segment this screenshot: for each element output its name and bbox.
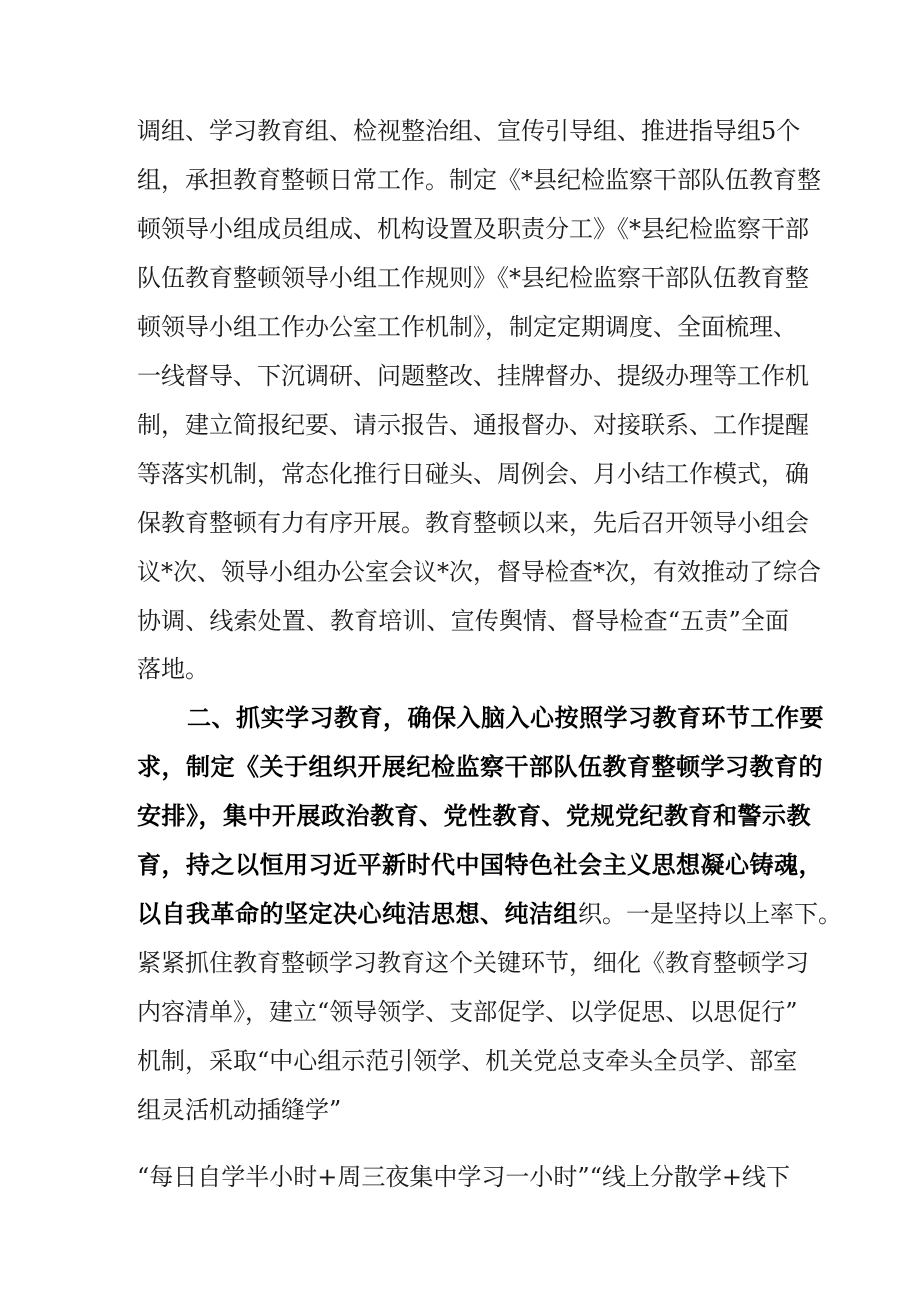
mixed-line	[137, 896, 842, 932]
para2-line-6: 紧紧抓住教育整顿学习教育这个关键环节，细化《教育整顿学习	[137, 949, 809, 977]
para1-line-1: 调组、学习教育组、检视整治组、宣传引导组、推进指导组5个	[137, 117, 801, 145]
para2-line-9: 组灵活机动插缝学”	[137, 1096, 342, 1124]
section-heading-line-2: 求，制定《关于组织开展纪检监察干部队伍教育整顿学习教育的	[137, 753, 823, 781]
para1-line-7: 制，建立简报纪要、请示报告、通报督办、对接联系、工作提醒	[137, 411, 809, 439]
para1-line-12: 落地。	[137, 655, 209, 683]
para1-line-5: 顿领导小组工作办公室工作机制》，制定定期调度、全面梳理、	[137, 313, 797, 341]
para1-line-10: 议*次、领导小组办公室会议*次，督导检查*次，有效推动了综合	[137, 558, 821, 586]
para2-line-8: 机制，采取“中心组示范引领学、机关党总支牵头全员学、部室	[137, 1047, 798, 1075]
mixed-line-normal: 织。一是坚持以上率下。	[578, 900, 842, 928]
para1-line-9: 保教育整顿有力有序开展。教育整顿以来，先后召开领导小组会	[137, 509, 809, 537]
para1-line-2: 组，承担教育整顿日常工作。制定《*县纪检监察干部队伍教育整	[137, 166, 821, 194]
section-heading-line-4: 育，持之以恒用习近平新时代中国特色社会主义思想凝心铸魂，	[137, 851, 823, 879]
section-heading-line-1: 二、抓实学习教育，确保入脑入心按照学习教育环节工作要	[187, 704, 824, 732]
section-heading-line-3: 安排》，集中开展政治教育、党性教育、党规党纪教育和警示教	[137, 802, 811, 830]
para1-line-6: 一线督导、下沉调研、问题整改、挂牌督办、提级办理等工作机	[137, 362, 809, 390]
para3-line-1: “每日自学半小时+周三夜集中学习一小时”“线上分散学+线下	[137, 1163, 791, 1191]
para1-line-11: 协调、线索处置、教育培训、宣传舆情、督导检查“五责”全面	[137, 607, 789, 635]
para1-line-4: 队伍教育整顿领导小组工作规则》《*县纪检监察干部队伍教育整	[137, 264, 809, 292]
para1-line-3: 顿领导小组成员组成、机构设置及职责分工》《*县纪检监察干部	[137, 215, 809, 243]
mixed-line-bold: 以自我革命的坚定决心纯洁思想、纯洁组	[137, 900, 578, 928]
para1-line-8: 等落实机制，常态化推行日碰头、周例会、月小结工作模式，确	[137, 460, 809, 488]
para2-line-7: 内容清单》，建立“领导领学、支部促学、以学促思、以思促行”	[137, 998, 798, 1026]
